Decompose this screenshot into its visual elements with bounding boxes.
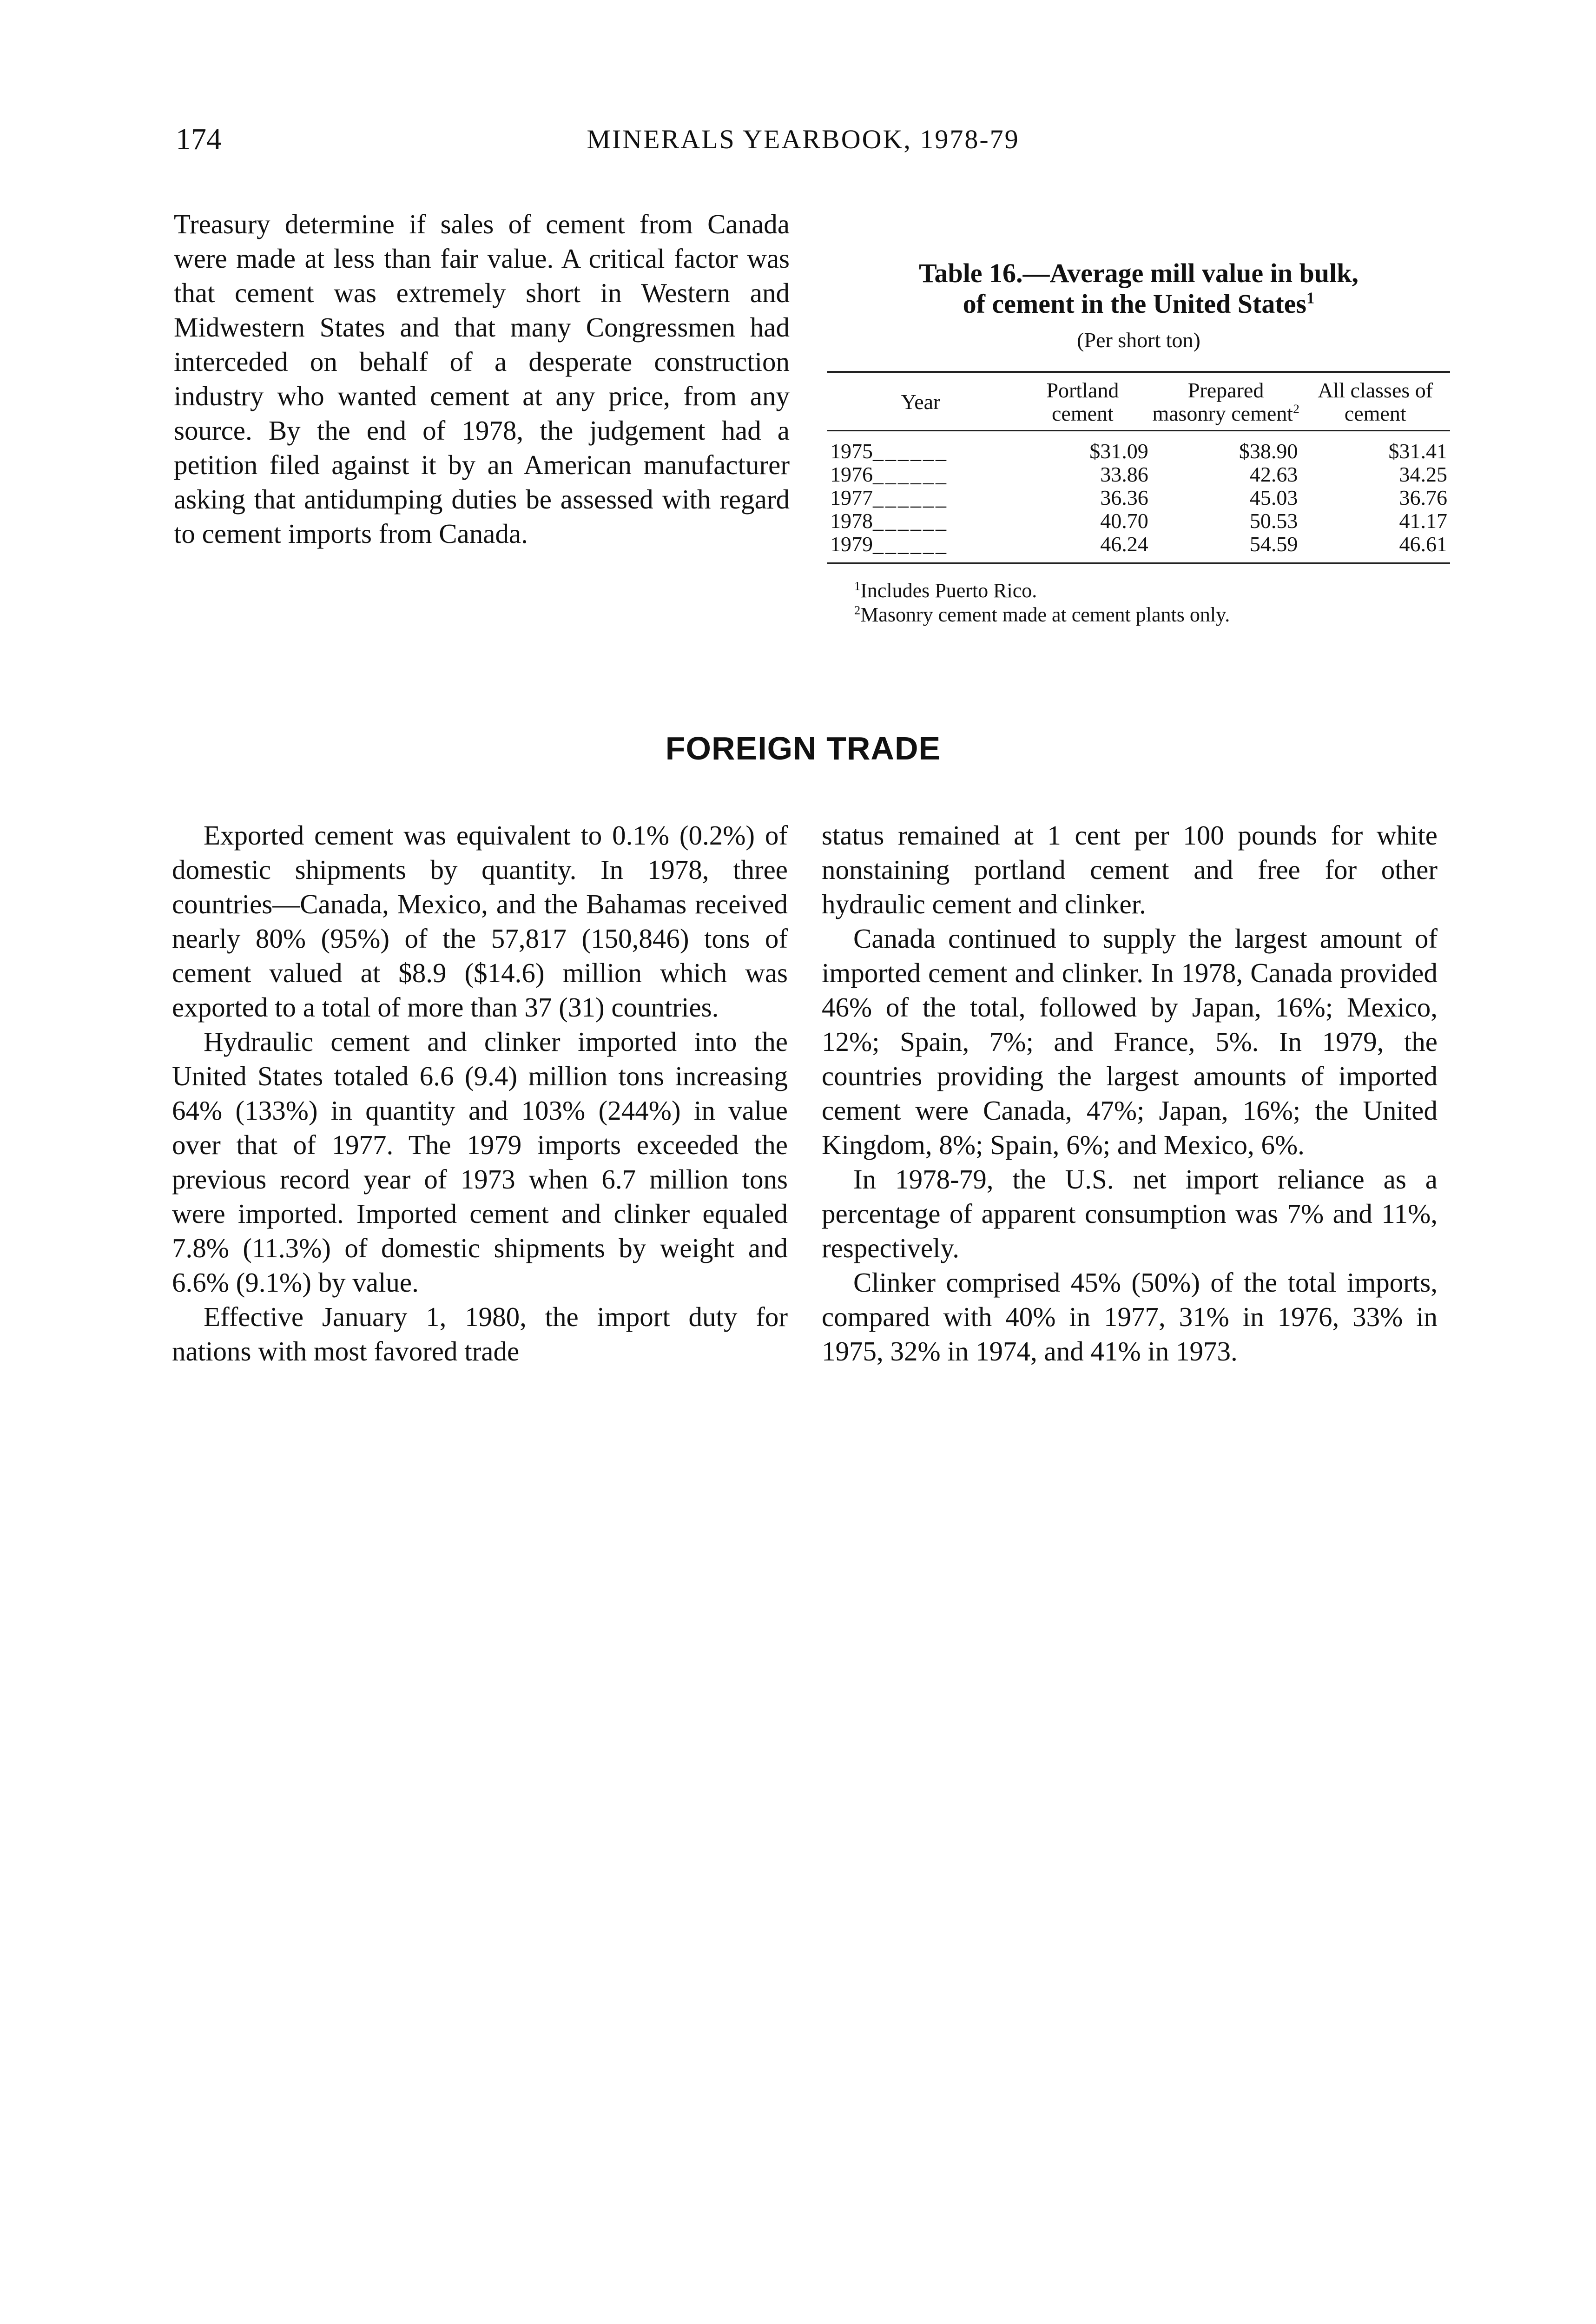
cell-all-classes: 41.17 <box>1399 509 1447 533</box>
col-header-portland: Portland cement <box>1046 378 1119 425</box>
cell-portland: 40.70 <box>1100 509 1148 533</box>
running-head <box>176 122 1431 159</box>
cell-portland: 36.36 <box>1100 486 1148 509</box>
col-header-masonry: Prepared masonry cement$^2$ <box>1152 378 1299 425</box>
table-title <box>827 258 1450 319</box>
foreign-trade-right-column <box>822 818 1438 1368</box>
leader-dots: ______ <box>873 509 948 533</box>
table-row <box>827 463 1450 486</box>
table-bottom-rule <box>827 562 1450 564</box>
paragraph: Exported cement was equivalent to 0.1% (0.2%) of domestic shipments by quantity. In 1978, three countries—Canada, Mexico, and the Bahamas received nearly 80% (95%) of the 57,817 (150,846) tons of cement valued at $8.9 ($14.6) million which was exported to a total of more than 37 (31) countries. <box>172 820 788 1023</box>
paragraph: Canada continued to supply the largest amount of imported cement and clinker. In 1978, Canada provided 46% of the total, followed by Japan, 16%; Mexico, 12%; Spain, 7%; and France, 5%. In 1979, the countries providing the largest amounts of imported cement were Canada, 47%; Japan, 16%; the United Kingdom, 8%; Spain, 6%; and Mexico, 6%. <box>822 923 1438 1160</box>
intro-paragraph: Treasury determine if sales of cement from Canada were made at less than fair value. A critical factor was that cement was extremely short in Western and Midwestern States and that many Congressmen had interceded on behalf of a desperate construction industry who wanted cement at any price, from any source. By the end of 1978, the judgement had a petition filed against it by an American manufacturer asking that antidumping duties be assessed with regard to cement imports from Canada. <box>174 209 790 549</box>
cell-masonry: 42.63 <box>1249 462 1298 486</box>
cell-year: 1978______ <box>830 509 948 533</box>
table-16 <box>827 258 1450 627</box>
table-subtitle: (Per short ton) <box>1077 328 1200 352</box>
intro-column <box>174 207 790 551</box>
col-header-all-classes: All classes of cement <box>1318 378 1433 425</box>
cell-masonry: 50.53 <box>1249 509 1298 533</box>
foreign-trade-left-column <box>172 818 788 1368</box>
table-title-line2: of cement in the United States <box>963 289 1306 319</box>
cell-year: 1979______ <box>830 532 948 556</box>
cell-year: 1975______ <box>830 439 948 463</box>
table-row <box>827 509 1450 533</box>
paragraph: status remained at 1 cent per 100 pounds for white nonstaining portland cement and free for other hydraulic cement and clinker. <box>822 820 1438 919</box>
leader-dots: ______ <box>873 486 948 509</box>
paragraph: Effective January 1, 1980, the import duty for nations with most favored trade <box>172 1301 788 1367</box>
table-title-footnote-mark: 1 <box>1306 289 1315 307</box>
table-row <box>827 486 1450 509</box>
cell-all-classes: 36.76 <box>1399 486 1447 509</box>
leader-dots: ______ <box>873 462 948 486</box>
cell-masonry: 54.59 <box>1249 532 1298 556</box>
table-spacer-row <box>827 431 1450 440</box>
cell-all-classes: 46.61 <box>1399 532 1447 556</box>
table-header-row <box>827 373 1450 430</box>
paragraph: Hydraulic cement and clinker imported into the United States totaled 6.6 (9.4) million tons increasing 64% (133%) in quantity and 103% (244%) in value over that of 1977. The 1979 imports exceeded the previous record year of 1973 when 6.7 million tons were imported. Imported cement and clinker equaled 7.8% (11.3%) of domestic shipments by weight and 6.6% (9.1%) by value. <box>172 1026 788 1298</box>
cell-all-classes: 34.25 <box>1399 462 1447 486</box>
masonry-footnote-mark: 2 <box>1293 401 1299 416</box>
table-footnotes <box>827 579 1450 627</box>
table-body <box>827 431 1450 556</box>
page-number: 174 <box>176 122 222 156</box>
paragraph: Clinker comprised 45% (50%) of the total imports, compared with 40% in 1977, 31% in 1976, 33% in 1975, 32% in 1974, and 41% in 1973. <box>822 1267 1438 1367</box>
footnote-2: $^2$Masonry cement made at cement plants only. <box>854 603 1230 626</box>
col-header-year: Year <box>901 390 941 414</box>
cell-portland: 33.86 <box>1100 462 1148 486</box>
table-row <box>827 440 1450 463</box>
cell-all-classes: $31.41 <box>1388 439 1447 463</box>
table-title-line1: Table 16.—Average mill value in bulk, <box>919 258 1359 288</box>
cell-portland: 46.24 <box>1100 532 1148 556</box>
table-row <box>827 533 1450 556</box>
running-title: MINERALS YEARBOOK, 1978-79 <box>587 124 1020 154</box>
paragraph: In 1978-79, the U.S. net import reliance as a percentage of apparent consumption was 7% and 11%, respectively. <box>822 1164 1438 1263</box>
section-heading: FOREIGN TRADE <box>665 730 941 766</box>
cell-portland: $31.09 <box>1089 439 1148 463</box>
leader-dots: ______ <box>873 532 948 556</box>
cell-masonry: 45.03 <box>1249 486 1298 509</box>
footnote-1: $^1$Includes Puerto Rico. <box>854 579 1037 602</box>
table-data <box>827 373 1450 556</box>
cell-masonry: $38.90 <box>1239 439 1298 463</box>
cell-year: 1977______ <box>830 486 948 509</box>
leader-dots: ______ <box>873 439 948 463</box>
cell-year: 1976______ <box>830 462 948 486</box>
